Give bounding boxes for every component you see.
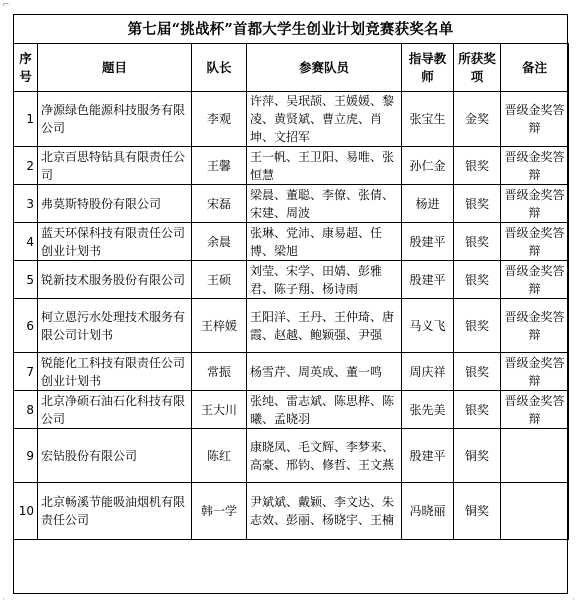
cell-no: 2 <box>14 147 38 185</box>
cell-advisor: 殷建平 <box>402 429 454 483</box>
cell-award: 银奖 <box>454 261 501 299</box>
cell-members: 梁晨、董聪、李僚、张倩、宋建、周波 <box>247 185 402 223</box>
cell-advisor: 殷建平 <box>402 223 454 261</box>
table-row <box>14 92 569 147</box>
cell-project: 锐能化工科技有限责任公司创业计划书 <box>38 353 192 391</box>
cell-award: 银奖 <box>454 353 501 391</box>
cell-leader: 王馨 <box>192 147 247 185</box>
cell-no: 10 <box>14 483 38 540</box>
cell-advisor: 殷建平 <box>402 261 454 299</box>
cell-leader: 王大川 <box>192 391 247 429</box>
cell-advisor: 马义飞 <box>402 299 454 353</box>
table-row <box>14 299 569 353</box>
cell-note <box>501 429 569 483</box>
cell-leader: 余晨 <box>192 223 247 261</box>
award-list-document <box>13 14 568 594</box>
cell-project: 锐新技术服务股份有限公司 <box>38 261 192 299</box>
cell-project: 净源绿色能源科技服务有限公司 <box>38 92 192 147</box>
cell-advisor: 杨进 <box>402 185 454 223</box>
cell-award: 银奖 <box>454 147 501 185</box>
cell-award: 银奖 <box>454 185 501 223</box>
header-no: 序号 <box>14 44 38 92</box>
table-row <box>14 261 569 299</box>
cell-note: 晋级金奖答辩 <box>501 391 569 429</box>
cell-advisor: 张先美 <box>402 391 454 429</box>
cell-project: 弗莫斯特股份有限公司 <box>38 185 192 223</box>
corner-mark: · <box>2 595 5 605</box>
table-row <box>14 429 569 483</box>
cell-no: 3 <box>14 185 38 223</box>
cell-members: 刘莹、宋学、田婧、彭雅君、陈子翔、杨诗雨 <box>247 261 402 299</box>
award-table <box>13 43 569 540</box>
table-row <box>14 353 569 391</box>
cell-award: 银奖 <box>454 299 501 353</box>
cell-members: 王阳洋、王丹、王仲琦、唐霞、赵越、鲍颖强、尹强 <box>247 299 402 353</box>
cell-leader: 韩一学 <box>192 483 247 540</box>
cell-leader: 李观 <box>192 92 247 147</box>
cell-note: 晋级金奖答辩 <box>501 223 569 261</box>
cell-award: 金奖 <box>454 92 501 147</box>
cell-award: 铜奖 <box>454 483 501 540</box>
cell-project: 北京净硕石油石化科技有限公司 <box>38 391 192 429</box>
cell-leader: 王梓媛 <box>192 299 247 353</box>
table-row <box>14 391 569 429</box>
header-award: 所获奖项 <box>454 44 501 92</box>
header-members: 参赛队员 <box>247 44 402 92</box>
cell-project: 宏钻股份有限公司 <box>38 429 192 483</box>
cell-no: 8 <box>14 391 38 429</box>
cell-project: 北京畅溪节能吸油烟机有限责任公司 <box>38 483 192 540</box>
cell-leader: 宋磊 <box>192 185 247 223</box>
cell-note: 晋级金奖答辩 <box>501 261 569 299</box>
cell-members: 王一帆、王卫阳、易唯、张恒慧 <box>247 147 402 185</box>
cell-members: 张纯、雷志斌、陈思桦、陈曦、孟晓羽 <box>247 391 402 429</box>
cell-no: 9 <box>14 429 38 483</box>
table-row <box>14 147 569 185</box>
cell-project: 北京百思特钻具有限责任公司 <box>38 147 192 185</box>
cell-no: 6 <box>14 299 38 353</box>
cell-note: 晋级金奖答辩 <box>501 92 569 147</box>
cell-note: 晋级金奖答辩 <box>501 147 569 185</box>
cell-no: 7 <box>14 353 38 391</box>
cell-award: 银奖 <box>454 223 501 261</box>
cell-members: 尹斌斌、戴颖、李文达、朱志效、彭丽、杨晓宇、王楠 <box>247 483 402 540</box>
table-row <box>14 483 569 540</box>
cell-note: 晋级金奖答辩 <box>501 299 569 353</box>
cell-no: 1 <box>14 92 38 147</box>
cell-project: 柯立恩污水处理技术服务有限公司计划书 <box>38 299 192 353</box>
table-header-row <box>14 44 569 92</box>
cell-members: 许萍、吴珉颉、王媛媛、黎凌、黄贤斌、曹立虎、肖坤、文招军 <box>247 92 402 147</box>
corner-mark: ⌐ <box>2 0 10 10</box>
header-advisor: 指导教师 <box>402 44 454 92</box>
cell-members: 康晓凤、毛文辉、李梦来、高豪、邢钧、修哲、王文燕 <box>247 429 402 483</box>
cell-advisor: 张宝生 <box>402 92 454 147</box>
cell-note: 晋级金奖答辩 <box>501 353 569 391</box>
cell-leader: 王硕 <box>192 261 247 299</box>
header-project: 题目 <box>38 44 192 92</box>
cell-no: 5 <box>14 261 38 299</box>
cell-members: 杨雪芹、周英成、董一鸣 <box>247 353 402 391</box>
cell-note <box>501 483 569 540</box>
cell-advisor: 孙仁金 <box>402 147 454 185</box>
page-title: 第七届“挑战杯”首都大学生创业计划竞赛获奖名单 <box>14 15 567 44</box>
cell-members: 张琳、党沛、康易超、任博、梁旭 <box>247 223 402 261</box>
table-row <box>14 185 569 223</box>
cell-award: 铜奖 <box>454 429 501 483</box>
cell-leader: 陈红 <box>192 429 247 483</box>
header-note: 备注 <box>501 44 569 92</box>
cell-project: 蓝天环保科技有限责任公司创业计划书 <box>38 223 192 261</box>
table-row <box>14 223 569 261</box>
cell-advisor: 冯晓丽 <box>402 483 454 540</box>
cell-no: 4 <box>14 223 38 261</box>
cell-leader: 常振 <box>192 353 247 391</box>
cell-award: 银奖 <box>454 391 501 429</box>
cell-note: 晋级金奖答辩 <box>501 185 569 223</box>
header-leader: 队长 <box>192 44 247 92</box>
cell-advisor: 周庆祥 <box>402 353 454 391</box>
corner-mark: · <box>572 595 575 605</box>
